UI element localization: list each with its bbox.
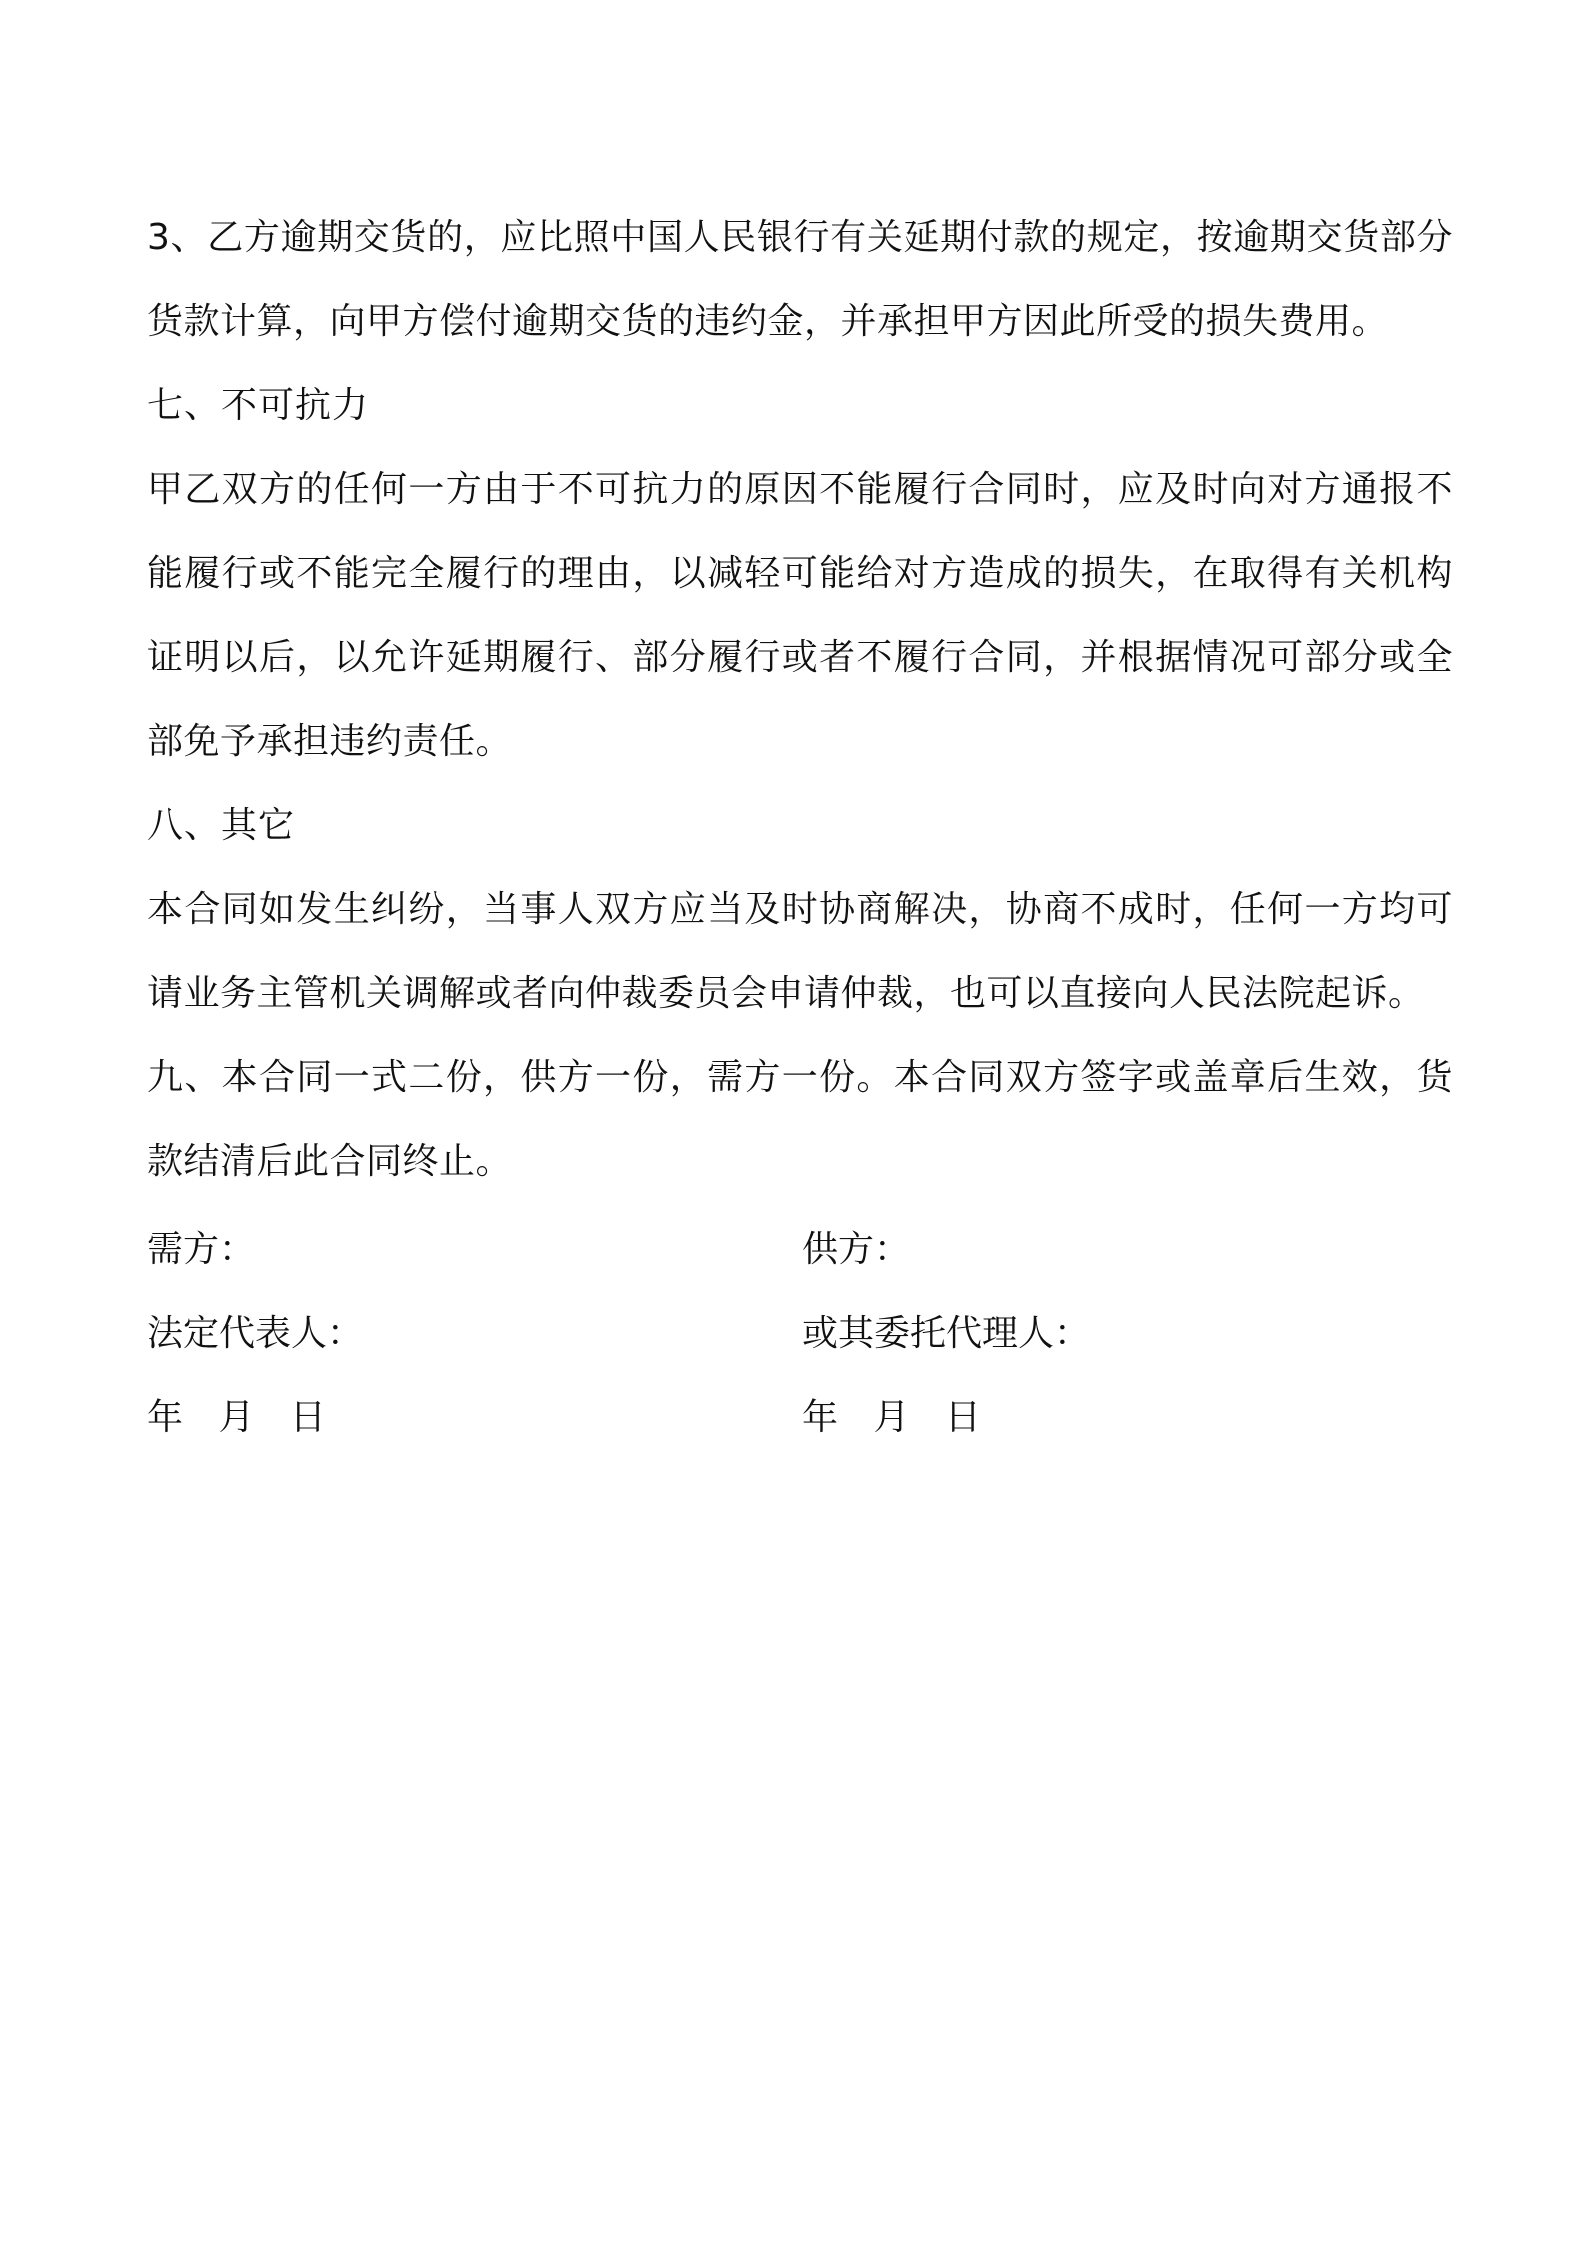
section-8-heading: 八、其它 (147, 805, 296, 846)
buyer-date-label: 年 月 日 (147, 1396, 338, 1438)
buyer-label: 需方： (147, 1228, 256, 1270)
authorized-agent-label: 或其委托代理人： (802, 1312, 1091, 1354)
section-7-body: 甲乙双方的任何一方由于不可抗力的原因不能履行合同时，应及时向对方通报不能履行或不能完全履行的理由，以减轻可能给对方造成的损失，在取得有关机构证明以后，以允许延期履行、部分履行或者不履行合同，并根据情况可部分或全部免予承担违约责任。 (147, 469, 1453, 762)
contract-content (147, 196, 1453, 1456)
signature-date-row (147, 1372, 1453, 1456)
supplier-date-label: 年 月 日 (802, 1396, 993, 1438)
section-8-body: 本合同如发生纠纷，当事人双方应当及时协商解决，协商不成时，任何一方均可请业务主管机关调解或者向仲裁委员会申请仲裁，也可以直接向人民法院起诉。 (147, 889, 1453, 1014)
section-7-heading: 七、不可抗力 (147, 385, 370, 426)
section-9-body: 九、本合同一式二份，供方一份，需方一份。本合同双方签字或盖章后生效，货款结清后此合同终止。 (147, 1057, 1453, 1182)
supplier-label: 供方： (802, 1228, 911, 1270)
signature-party-row (147, 1204, 1453, 1288)
legal-representative-label: 法定代表人： (147, 1312, 364, 1354)
signature-representative-row (147, 1288, 1453, 1372)
clause-3-late-delivery: 3、乙方逾期交货的，应比照中国人民银行有关延期付款的规定，按逾期交货部分货款计算，向甲方偿付逾期交货的违约金，并承担甲方因此所受的损失费用。 (147, 217, 1453, 342)
